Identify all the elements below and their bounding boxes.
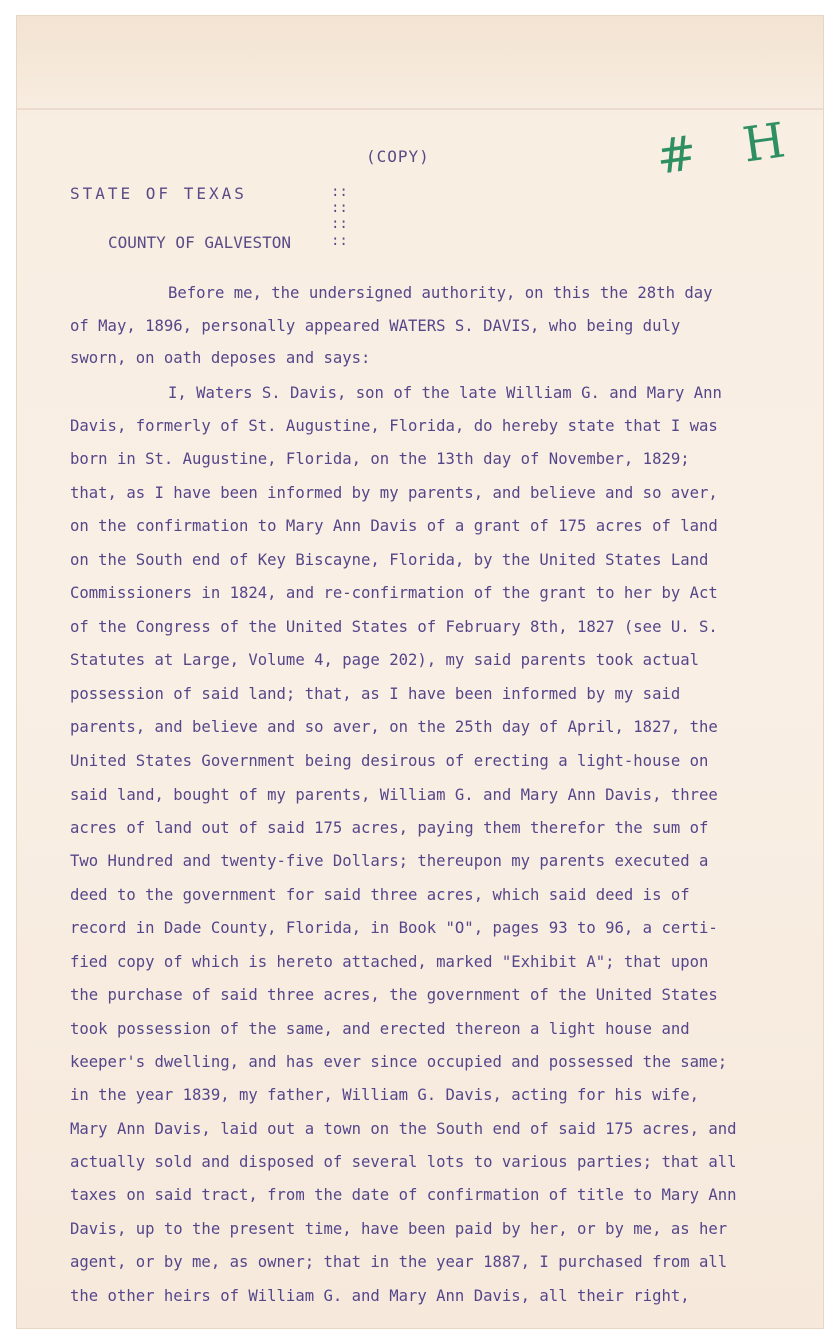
text-line: I, Waters S. Davis, son of the late William G. and Mary Ann — [168, 384, 722, 402]
text-line: took possession of the same, and erected thereon a light house and — [70, 1020, 690, 1038]
colon-mark: :: — [331, 216, 348, 232]
text-line: acres of land out of said 175 acres, paying them therefor the sum of — [70, 819, 709, 837]
handwritten-mark: # H — [652, 110, 805, 186]
colon-mark: :: — [331, 200, 348, 216]
text-line: Mary Ann Davis, laid out a town on the South end of said 175 acres, and — [70, 1120, 737, 1138]
text-line: record in Dade County, Florida, in Book "O", pages 93 to 96, a certi- — [70, 919, 718, 937]
text-line: on the confirmation to Mary Ann Davis of a grant of 175 acres of land — [70, 517, 718, 535]
text-line: Commissioners in 1824, and re-confirmation of the grant to her by Act — [70, 584, 718, 602]
text-line: sworn, on oath deposes and says: — [70, 349, 371, 367]
text-line: possession of said land; that, as I have been informed by my said — [70, 685, 681, 703]
text-line: fied copy of which is hereto attached, marked "Exhibit A"; that upon — [70, 953, 709, 971]
text-line: the purchase of said three acres, the government of the United States — [70, 986, 718, 1004]
text-line: United States Government being desirous of erecting a light-house on — [70, 752, 709, 770]
text-line: actually sold and disposed of several lots to various parties; that all — [70, 1153, 737, 1171]
colon-mark: :: — [331, 184, 348, 200]
text-line: in the year 1839, my father, William G. Davis, acting for his wife, — [70, 1086, 700, 1104]
text-line: Two Hundred and twenty-five Dollars; thereupon my parents executed a — [70, 852, 709, 870]
text-line: on the South end of Key Biscayne, Florida, by the United States Land — [70, 551, 709, 569]
fold-line — [17, 108, 823, 110]
text-line: the other heirs of William G. and Mary Ann Davis, all their right, — [70, 1287, 690, 1305]
colon-mark: :: — [331, 233, 348, 249]
text-line: Davis, formerly of St. Augustine, Florida, do hereby state that I was — [70, 417, 718, 435]
text-line: agent, or by me, as owner; that in the year 1887, I purchased from all — [70, 1253, 728, 1271]
text-line: Davis, up to the present time, have been paid by her, or by me, as her — [70, 1220, 728, 1238]
text-line: parents, and believe and so aver, on the 25th day of April, 1827, the — [70, 718, 718, 736]
text-line: born in St. Augustine, Florida, on the 13th day of November, 1829; — [70, 450, 690, 468]
county-heading: COUNTY OF GALVESTON — [108, 233, 292, 252]
text-line: Statutes at Large, Volume 4, page 202), my said parents took actual — [70, 651, 700, 669]
text-line: taxes on said tract, from the date of confirmation of title to Mary Ann — [70, 1186, 737, 1204]
text-line: said land, bought of my parents, William G. and Mary Ann Davis, three — [70, 786, 718, 804]
copy-label: (COPY) — [366, 147, 430, 166]
text-line: that, as I have been informed by my parents, and believe and so aver, — [70, 484, 718, 502]
text-line: of May, 1896, personally appeared WATERS S. DAVIS, who being duly — [70, 317, 681, 335]
text-line: deed to the government for said three acres, which said deed is of — [70, 886, 690, 904]
text-line: of the Congress of the United States of February 8th, 1827 (see U. S. — [70, 618, 718, 636]
state-heading: STATE OF TEXAS — [70, 184, 247, 203]
text-line: keeper's dwelling, and has ever since occupied and possessed the same; — [70, 1053, 728, 1071]
text-line: Before me, the undersigned authority, on this the 28th day — [168, 284, 713, 302]
